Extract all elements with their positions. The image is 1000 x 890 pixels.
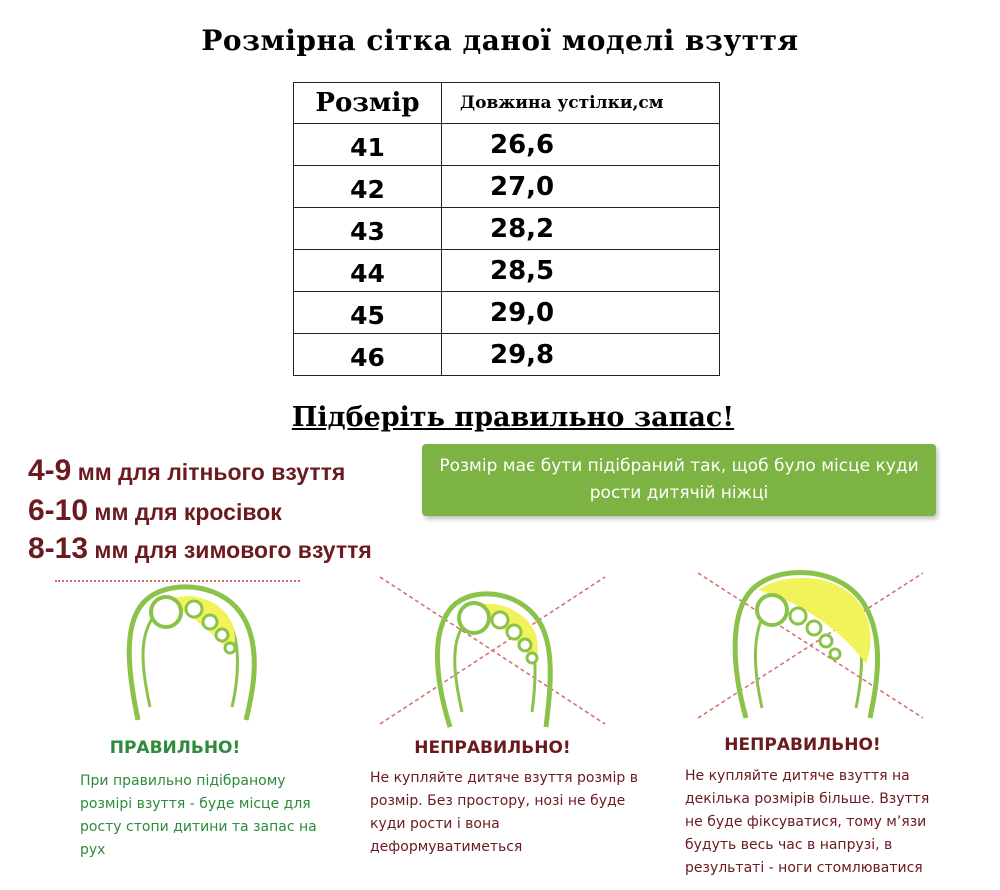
tip-box [422, 444, 936, 516]
size-cell: 45 [294, 292, 442, 334]
size-table [293, 82, 720, 376]
allowance-heading: Підберіть правильно запас! [291, 402, 735, 433]
allowance-range: 4-9 [28, 454, 72, 487]
page-title: Розмірна сітка даної моделі взуття [201, 24, 799, 57]
tip-text: Розмір має бути підібраний так, щоб було місце куди рости дитячій ніжці [439, 456, 919, 503]
length-cell: 27,0 [442, 166, 720, 208]
allowance-range: 6-10 [28, 494, 89, 527]
verdict-correct: ПРАВИЛЬНО! [109, 738, 241, 758]
verdict-incorrect-small: НЕПРАВИЛЬНО! [414, 738, 571, 758]
length-cell: 29,0 [442, 292, 720, 334]
size-cell: 46 [294, 334, 442, 376]
description-incorrect-small: Не купляйте дитяче взуття розмір в розмір. Без простору, нозі не буде куди рости і вона деформуватиметься [370, 770, 638, 855]
table-row [294, 124, 720, 166]
table-header-row [294, 83, 720, 124]
header-size: Розмір [294, 83, 442, 124]
allowance-text: мм для зимового взуття [88, 537, 372, 563]
allowance-summer [28, 454, 345, 488]
foot-too-big-icon [688, 568, 928, 728]
foot-too-small-icon [370, 572, 610, 732]
verdict-incorrect-big: НЕПРАВИЛЬНО! [724, 735, 881, 755]
allowance-winter [28, 532, 372, 566]
size-cell: 42 [294, 166, 442, 208]
length-cell: 26,6 [442, 124, 720, 166]
size-cell: 43 [294, 208, 442, 250]
header-length: Довжина устілки,см [442, 83, 720, 124]
table-row [294, 292, 720, 334]
size-cell: 44 [294, 250, 442, 292]
foot-correct-icon [118, 582, 268, 722]
table-row [294, 334, 720, 376]
table-row [294, 250, 720, 292]
allowance-text: мм для кросівок [88, 499, 282, 525]
allowance-text: мм для літнього взуття [71, 459, 346, 485]
description-incorrect-big: Не купляйте дитяче взуття на декілька розмірів більше. Взуття не буде фіксуватися, тому м’язи будуть весь час в напрузі, в результаті - ноги стомлюватися [685, 768, 930, 876]
allowance-sneakers [28, 494, 282, 528]
length-cell: 28,2 [442, 208, 720, 250]
size-cell: 41 [294, 124, 442, 166]
length-cell: 28,5 [442, 250, 720, 292]
table-row [294, 208, 720, 250]
table-row [294, 166, 720, 208]
allowance-range: 8-13 [28, 532, 89, 565]
length-cell: 29,8 [442, 334, 720, 376]
description-correct: При правильно підібраному розмірі взуття - буде місце для росту стопи дитини та запас на рух [80, 773, 317, 858]
